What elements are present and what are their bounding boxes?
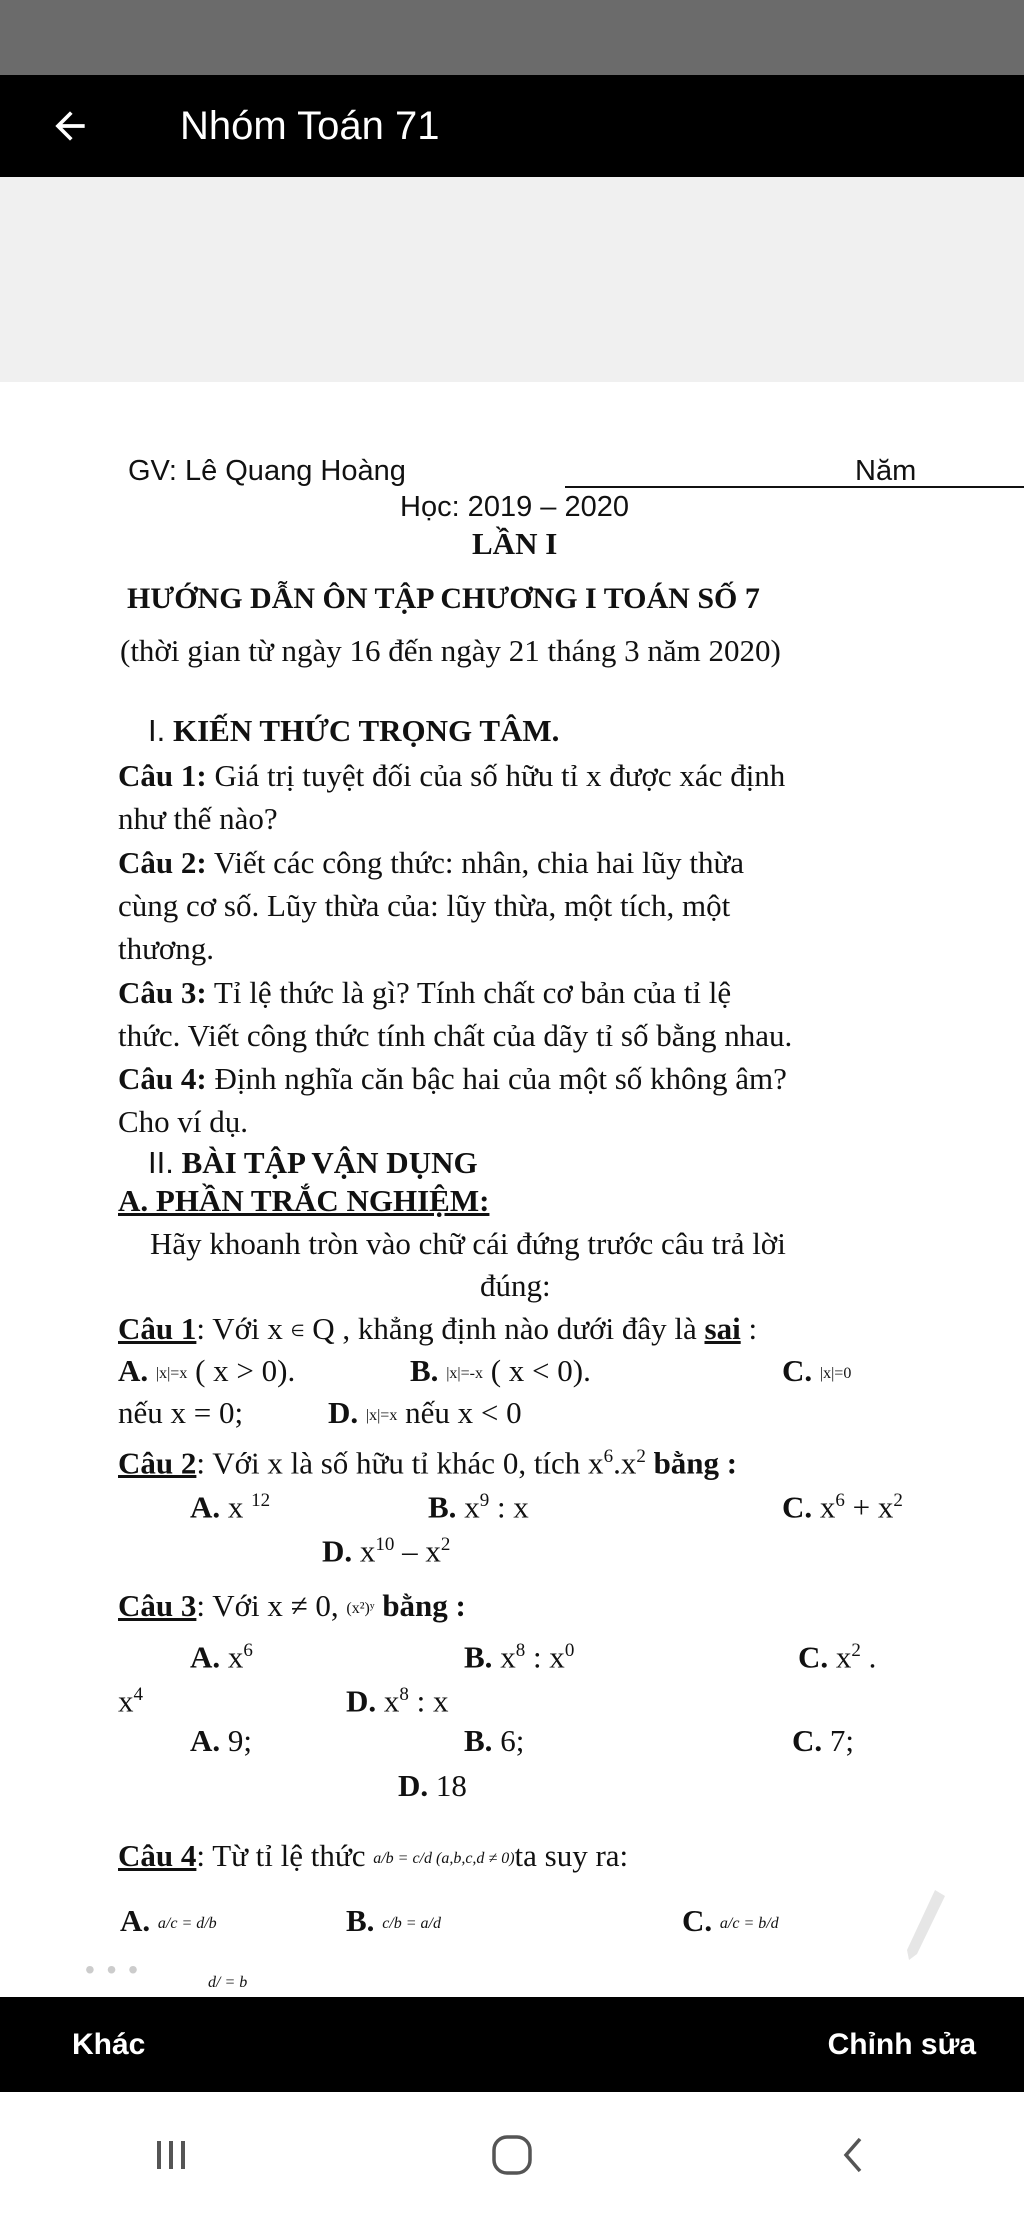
page-indicator-dots: • • • [85,1954,140,1985]
mc1-stem: Câu 1: Với x ∈ Q , khẳng định nào dưới đây là sai : [118,1311,758,1346]
back-button[interactable] [0,75,140,177]
mc3-option-d: D. $x^8$ : x [346,1683,449,1719]
mc1-option-c: C. |x|=0 [782,1353,852,1388]
mc1-option-c-cond: nếu x = 0; [118,1395,244,1430]
section2-heading: II. BÀI TẬP VẬN DỤNG [148,1145,478,1180]
mc3-option-c-cont: $x^4$ [118,1683,143,1719]
mc2-option-c: C. $x^6 + x^2$ [782,1489,903,1525]
doc-period: (thời gian từ ngày 16 đến ngày 21 tháng 3 năm 2020) [120,633,781,668]
nav-back-button[interactable] [793,2115,913,2195]
q2-line2: cùng cơ số. Lũy thừa của: lũy thừa, một tích, một [118,888,731,923]
mc3b-option-d: D. 18 [398,1768,467,1803]
mc2-option-d: D. $x^{10} - x^2$ [322,1533,451,1569]
school-year: Học: 2019 – 2020 [400,491,629,523]
mc3-option-c: C. $x^2$ . [798,1639,877,1675]
home-button[interactable] [452,2115,572,2195]
section1-heading: I. KIẾN THỨC TRỌNG TÂM. [148,713,560,748]
teacher-name: GV: Lê Quang Hoàng [128,455,406,487]
q3-line2: thức. Viết công thức tính chất của dãy tỉ số bằng nhau. [118,1018,793,1053]
mc3-option-a: A. $x^6$ [190,1639,253,1675]
edit-button[interactable]: Chỉnh sửa [827,2027,976,2061]
q2-line3: thương. [118,931,215,966]
arrow-left-icon [48,104,92,148]
more-button[interactable]: Khác [72,2027,146,2061]
instruction-line1: Hãy khoanh tròn vào chữ cái đứng trước câu trả lời [150,1226,786,1261]
recents-button[interactable] [111,2115,231,2195]
mc4-option-b: B. c/b = a/d [346,1903,441,1938]
nav-back-icon [838,2133,868,2177]
mc1-option-d: D. |x|=x nếu x < 0 [328,1395,522,1430]
mc3-stem: Câu 3: Với x ≠ 0, (x²)ʸ bằng : [118,1588,466,1623]
mc4-stem: Câu 4: Từ tỉ lệ thức a/b = c/d (a,b,c,d ≠ 0)ta suy ra: [118,1838,629,1873]
year-label: Năm [855,455,917,487]
home-icon [490,2133,534,2177]
mc4-option-d-partial: d/ = b [208,1974,248,1991]
q4-line1: Câu 4: Định nghĩa căn bậc hai của một số không âm? [118,1061,787,1096]
q1-line2: như thế nào? [118,801,278,836]
mc3b-option-a: A. 9; [190,1723,253,1758]
pen-icon [905,1890,945,1960]
system-nav-bar [0,2092,1024,2217]
header-rule [565,486,1024,488]
mc2-stem: Câu 2: Với x là số hữu tỉ khác 0, tích $x^6.x^2$ bằng : [118,1445,738,1481]
mc4-option-c: C. a/c = b/d [682,1903,779,1938]
mc1-option-a: A. |x|=x ( x > 0). [118,1353,296,1388]
recents-icon [151,2137,191,2173]
q2-line1: Câu 2: Viết các công thức: nhân, chia hai lũy thừa [118,845,745,880]
app-title: Nhóm Toán 71 [180,103,440,148]
round-label: LẦN I [472,526,558,561]
mc4-option-a: A. a/c = d/b [120,1903,217,1938]
mc3b-option-c: C. 7; [792,1723,855,1758]
status-bar [0,0,1024,75]
instruction-line2: đúng: [480,1268,551,1303]
mc2-option-b: B. $x^9$ : x [428,1489,529,1525]
mc1-option-b: B. |x|=-x ( x < 0). [410,1353,591,1388]
app-bar [0,75,1024,177]
q3-line1: Câu 3: Tỉ lệ thức là gì? Tính chất cơ bản của tỉ lệ [118,975,732,1010]
q4-line2: Cho ví dụ. [118,1104,249,1139]
mc3b-option-b: B. 6; [464,1723,525,1758]
q1-line1: Câu 1: Giá trị tuyệt đối của số hữu tỉ x được xác định [118,758,786,793]
document-image[interactable] [0,382,1024,1997]
mc3-option-b: B. $x^8$ : $x^0$ [464,1639,575,1675]
bottom-action-bar [0,1997,1024,2092]
doc-heading: HƯỚNG DẪN ÔN TẬP CHƯƠNG I TOÁN SỐ 7 [127,582,760,615]
image-top-gap [0,177,1024,382]
mc2-option-a: A. x $^{12}$ [190,1489,271,1525]
partA-heading: A. PHẦN TRẮC NGHIỆM: [118,1183,490,1218]
